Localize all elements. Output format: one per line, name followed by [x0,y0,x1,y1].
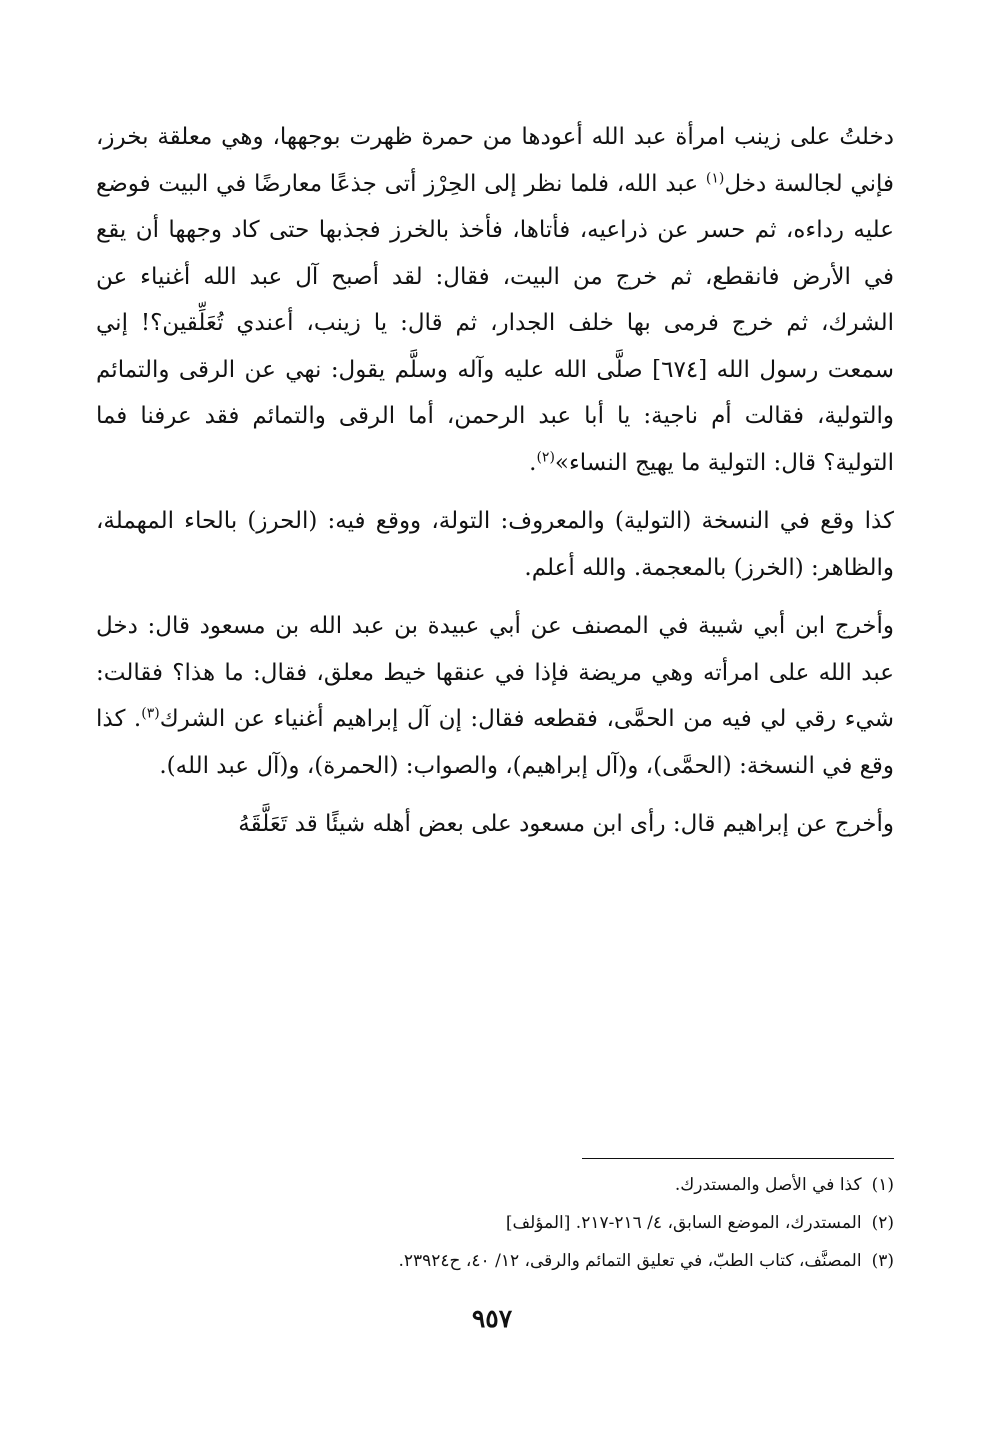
footnote-3-text: المصنَّف، كتاب الطبّ، في تعليق التمائم والرقى، ١٢/ ٤٠، ح٢٣٩٢٤. [398,1251,862,1271]
footnotes [96,1166,894,1280]
footnote-3-number: (٣) [871,1251,894,1271]
page-number: ٩٥٧ [471,1304,513,1333]
paragraph-1-text-b: عبد الله، فلما نظر إلى الحِرْز أتى جذعًا معارضًا في البيت فوضع عليه رداءه، ثم حسر عن ذراعيه، فأتاها، فأخذ بالخرز فجذبها حتى كاد وجهها أن يقع في الأرض فانقطع، ثم خرج من البيت، فقال: لقد أصبح آل عبد الله أغنياء عن الشرك، ثم خرج فرمى بها خلف الجدار، ثم قال: يا زينب، أعندي تُعَلِّقين؟! إني سمعت رسول الله [٦٧٤] صلَّى الله عليه وآله وسلَّم يقول: نهي عن الرقى والتمائم والتولية، فقالت أم ناجية: يا أبا عبد الرحمن، أما الرقى والتمائم فقد عرفنا فما التولية؟ قال: التولية ما يهيج النساء» [96,170,894,476]
footnote-2-text: المستدرك، الموضع السابق، ٤/ ٢١٦-٢١٧. [المؤلف] [505,1213,862,1233]
paragraph-4 [96,801,894,848]
paragraph-3-text-b: . كذا وقع في النسخة: (الحمَّى)، و(آل إبراهيم)، والصواب: (الحمرة)، و(آل عبد الله). [96,706,894,779]
paragraph-1 [96,114,894,486]
footnote-2 [96,1204,894,1242]
paragraph-3 [96,603,894,789]
main-text [96,114,894,848]
paragraph-2-text: كذا وقع في النسخة (التولية) والمعروف: التولة، ووقع فيه: (الحرز) بالحاء المهملة، والظاهر: (الخرز) بالمعجمة. والله أعلم. [96,508,894,581]
paragraph-3-text-a: وأخرج ابن أبي شيبة في المصنف عن أبي عبيدة بن عبد الله بن مسعود قال: دخل عبد الله على امرأته وهي مريضة فإذا في عنقها خيط معلق، فقال: ما هذا؟ فقالت: شيء رقي لي فيه من الحمَّى، فقطعه فقال: إن آل إبراهيم أغنياء عن الشرك [96,613,894,732]
footnote-ref-2: (٢) [536,448,555,465]
footnote-2-number: (٢) [871,1213,894,1233]
footnote-1 [96,1166,894,1204]
footnote-divider [582,1158,894,1159]
footnote-ref-3: (٣) [141,705,160,722]
paragraph-1-text-a: دخلتُ على زينب امرأة عبد الله أعودها من حمرة ظهرت بوجهها، وهي معلقة بخرز، فإني لجالسة دخل [96,124,895,197]
footnote-1-text: كذا في الأصل والمستدرك. [674,1175,862,1195]
footnote-3 [96,1242,894,1280]
paragraph-2 [96,498,894,591]
footnote-1-number: (١) [871,1175,894,1195]
paragraph-4-text: وأخرج عن إبراهيم قال: رأى ابن مسعود على بعض أهله شيئًا قد تَعَلَّقَهُ [238,811,894,837]
paragraph-1-text-c: . [529,449,537,476]
footnote-ref-1: (١) [705,169,725,186]
